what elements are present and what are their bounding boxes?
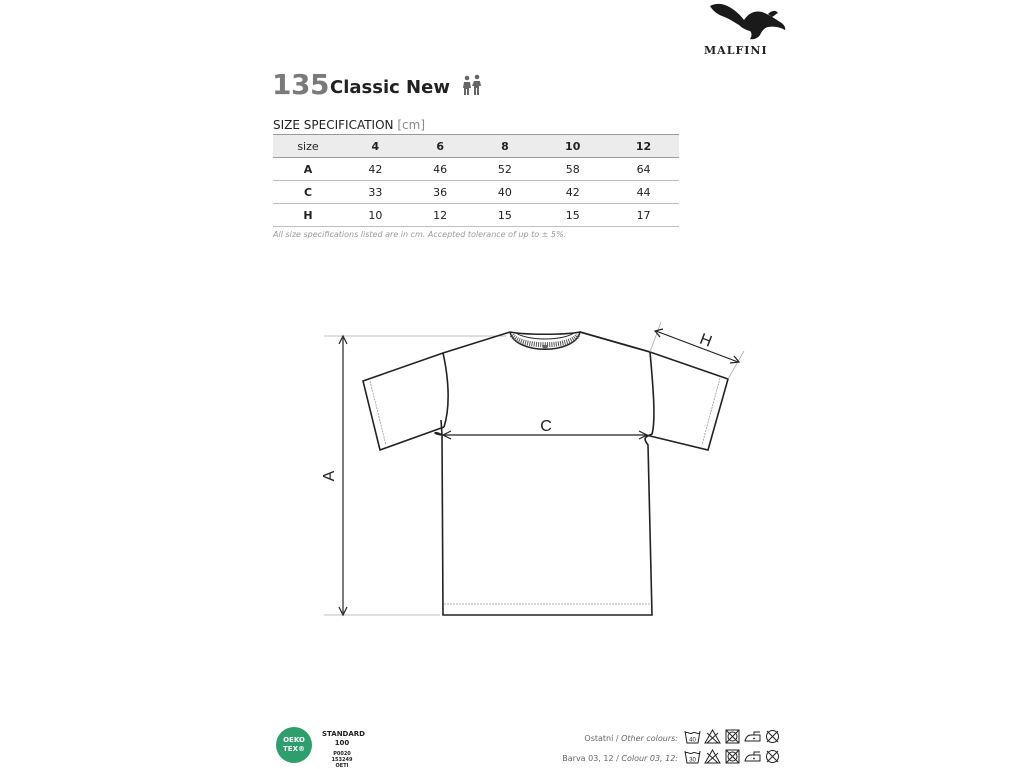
neck-label (542, 345, 548, 349)
oeko-standard (322, 730, 365, 748)
table-row (273, 204, 679, 227)
spec-title (273, 118, 425, 132)
care-icons-row-2 (684, 749, 781, 764)
oeko-line-1: OEKO (283, 736, 305, 744)
oeko-standard-line-2: 100 (334, 739, 350, 747)
table-cell: 10 (343, 204, 408, 227)
wash-temp-1: 40 (689, 737, 696, 744)
care-icons-row-1 (684, 729, 781, 744)
right-sleeve-hem (702, 378, 720, 445)
table-row (273, 158, 679, 181)
table-cell: 58 (537, 158, 608, 181)
care-label-colour (458, 754, 678, 763)
oeko-standard-line-1: STANDARD (322, 730, 365, 738)
iron-icon (744, 749, 761, 764)
spec-unit: [cm] (397, 118, 425, 132)
row-label: A (273, 158, 343, 181)
row-label: H (273, 204, 343, 227)
wash-icon (684, 749, 701, 764)
wash-temp-2: 30 (689, 757, 696, 764)
left-armhole (443, 353, 448, 427)
table-header-cell: 4 (343, 135, 408, 158)
row-label: C (273, 181, 343, 204)
label-c: C (540, 418, 552, 435)
care-label-other-cz: Ostatní / (584, 734, 619, 743)
table-cell: 52 (473, 158, 538, 181)
table-cell: 46 (408, 158, 473, 181)
table-cell: 15 (537, 204, 608, 227)
eagle-icon (708, 0, 788, 42)
care-label-colour-en: Colour 03, 12: (621, 754, 678, 763)
iron-icon (744, 729, 761, 744)
table-cell: 44 (608, 181, 679, 204)
oeko-code-line-2: OETI (335, 763, 349, 769)
no-bleach-icon (704, 729, 721, 744)
tolerance-note: All size specifications listed are in cm. Accepted tolerance of up to ± 5%. (273, 230, 567, 239)
no-tumble-dry-icon (724, 749, 741, 764)
table-cell: 15 (473, 204, 538, 227)
shirt-body-outline (435, 332, 654, 615)
product-name: Classic New (330, 77, 450, 98)
table-cell: 17 (608, 204, 679, 227)
table-cell: 36 (408, 181, 473, 204)
child-icon (462, 74, 484, 100)
oeko-tex-logo (276, 727, 312, 763)
spec-title-text: SIZE SPECIFICATION (273, 118, 394, 132)
table-header-cell: 10 (537, 135, 608, 158)
table-header-cell: 6 (408, 135, 473, 158)
table-cell: 64 (608, 158, 679, 181)
label-h: H (697, 330, 715, 351)
care-label-other-en: Other colours: (621, 734, 678, 743)
care-label-other-colours (458, 734, 678, 743)
no-dry-clean-icon (764, 749, 781, 764)
oeko-line-2: TEX® (283, 745, 305, 753)
care-label-colour-cz: Barva 03, 12 / (562, 754, 619, 763)
table-cell: 33 (343, 181, 408, 204)
table-header-row (273, 135, 679, 158)
no-bleach-icon (704, 749, 721, 764)
brand-logo (700, 0, 790, 64)
product-number: 135 (272, 68, 329, 101)
collar-rib (512, 335, 578, 345)
size-table (273, 134, 679, 227)
table-header-cell: 12 (608, 135, 679, 158)
table-cell: 40 (473, 181, 538, 204)
tshirt-drawing (320, 315, 760, 625)
h-guide-right (728, 351, 744, 379)
brand-name: MALFINI (704, 44, 768, 57)
table-cell: 42 (343, 158, 408, 181)
table-header-cell: size (273, 135, 343, 158)
no-dry-clean-icon (764, 729, 781, 744)
no-tumble-dry-icon (724, 729, 741, 744)
label-a: A (321, 470, 338, 482)
oeko-code-line-1: P0020 153249 (331, 751, 353, 763)
table-cell: 12 (408, 204, 473, 227)
table-header-cell: 8 (473, 135, 538, 158)
wash-icon (684, 729, 701, 744)
table-cell: 42 (537, 181, 608, 204)
table-row (273, 181, 679, 204)
left-sleeve-hem (370, 381, 386, 445)
oeko-certificate-code (322, 751, 362, 769)
